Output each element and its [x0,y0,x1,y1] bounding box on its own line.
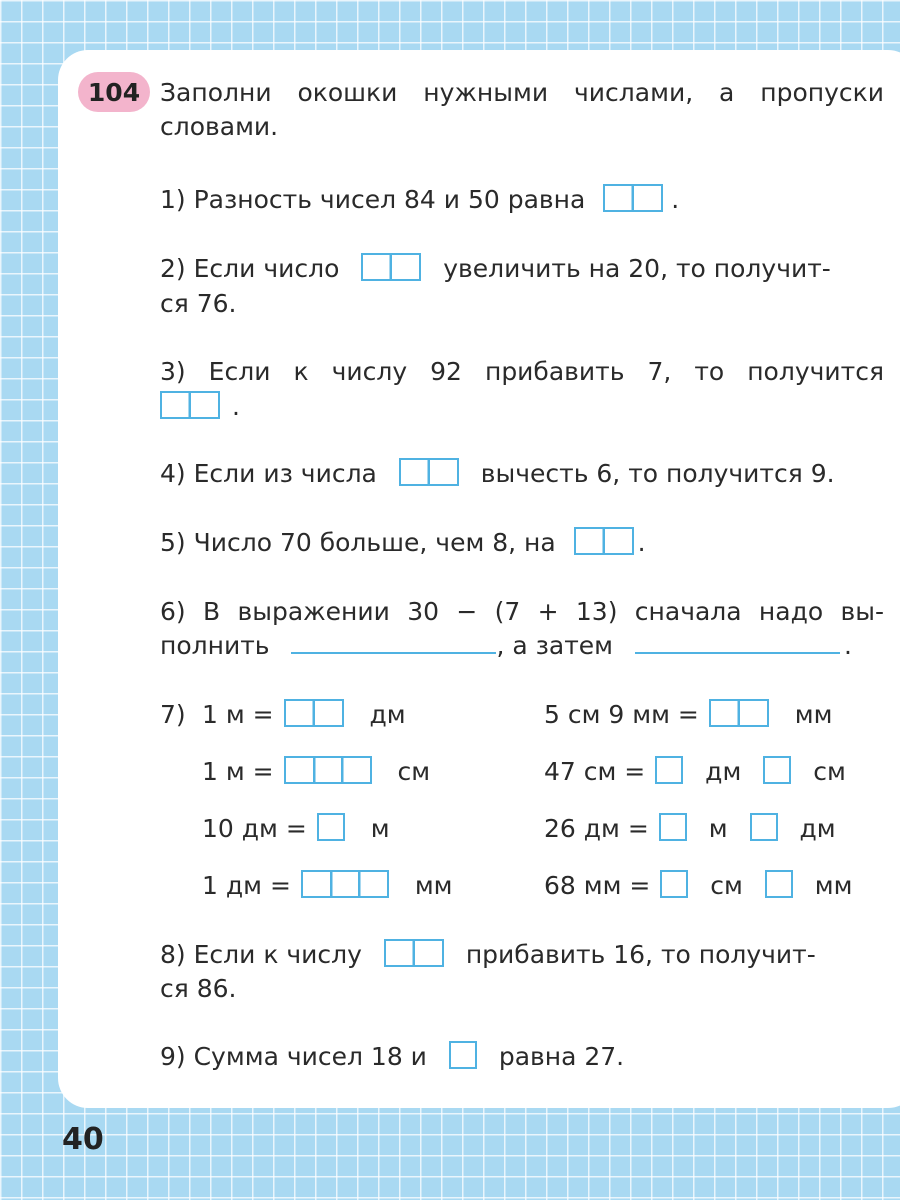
unit-label: см [397,757,431,786]
item-7-left-4 [202,871,453,901]
answer-box[interactable] [160,391,220,419]
item-7-right-4 [544,871,853,901]
answer-box[interactable] [284,699,344,727]
answer-box[interactable] [655,756,683,784]
unit-label: м [708,814,728,843]
item-2-text-a: 2) Если число [160,254,340,283]
unit-label: дм [705,757,742,786]
instruction-line-2: словами. [160,112,279,141]
item-6-text: 6) В выражении 30 − (7 + 13) сначала надо вы- [160,597,884,626]
unit-label: см [813,757,846,786]
item-7-right-1 [544,700,833,730]
item-4-text-b: вычесть 6, то получится 9. [480,459,835,488]
item-3-end: . [232,392,240,421]
item-8-text-b: прибавить 16, то получит- [465,940,816,969]
item-7-right-2 [544,757,846,787]
unit-label: дм [799,814,836,843]
answer-box[interactable] [449,1041,477,1069]
answer-blank[interactable] [291,638,496,654]
item-9-text-b: равна 27. [498,1042,625,1071]
item-2-text-b: увеличить на 20, то получит- [443,254,831,283]
item-7-right-4-text: 68 мм = [544,871,651,900]
answer-box[interactable] [603,184,663,212]
item-2-continued: ся 76. [160,289,237,318]
item-6-text-b: полнить [160,631,270,660]
item-7-left-2 [202,757,430,787]
item-4 [160,459,835,489]
unit-label: мм [814,871,853,900]
item-2 [160,254,831,284]
item-8-text-a: 8) Если к числу [160,940,362,969]
item-1 [160,185,679,215]
unit-label: м [370,814,390,843]
item-5-end: . [637,528,646,557]
item-7-left-4-text: 1 дм = [202,871,291,900]
item-5-text: 5) Число 70 больше, чем 8, на [160,528,556,557]
unit-label: дм [369,700,406,729]
item-1-end: . [671,185,680,214]
item-8-continued: ся 86. [160,974,237,1003]
item-7-right-2-text: 47 см = [544,757,646,786]
page-number: 40 [62,1122,104,1157]
unit-label: мм [794,700,833,729]
item-7-left-1-text: 1 м = [202,700,274,729]
answer-box[interactable] [317,813,345,841]
item-5 [160,528,646,558]
unit-label: мм [414,871,453,900]
item-7-left-3 [202,814,390,844]
answer-box[interactable] [384,939,444,967]
item-9 [160,1042,624,1072]
answer-box[interactable] [574,527,634,555]
item-7-right-1-text: 5 см 9 мм = [544,700,699,729]
task-number-badge: 104 [78,72,150,112]
item-7-left-2-text: 1 м = [202,757,274,786]
answer-box[interactable] [660,870,688,898]
item-6-text-c: , а затем [496,631,614,660]
instruction-line-1: Заполни окошки нужными числами, а пропуски [160,78,884,107]
answer-box[interactable] [659,813,687,841]
answer-box[interactable] [361,253,421,281]
item-7-left-1 [202,700,406,730]
answer-box[interactable] [284,756,372,784]
item-3-answer [160,392,240,422]
item-1-text: 1) Разность чисел 84 и 50 равна [160,185,586,214]
answer-box[interactable] [763,756,791,784]
answer-box[interactable] [301,870,389,898]
item-6-end: . [844,631,852,660]
item-7-left-3-text: 10 дм = [202,814,307,843]
answer-box[interactable] [750,813,778,841]
item-9-text-a: 9) Сумма чисел 18 и [160,1042,427,1071]
item-7-label: 7) [160,700,186,729]
answer-box[interactable] [765,870,793,898]
item-7-right-3-text: 26 дм = [544,814,649,843]
item-6-continued [160,631,852,661]
answer-box[interactable] [399,458,459,486]
item-4-text-a: 4) Если из числа [160,459,377,488]
item-7-right-3 [544,814,836,844]
answer-box[interactable] [709,699,769,727]
item-8 [160,940,816,970]
unit-label: см [710,871,743,900]
item-3-text: 3) Если к числу 92 прибавить 7, то получится [160,357,884,386]
answer-blank[interactable] [635,638,840,654]
